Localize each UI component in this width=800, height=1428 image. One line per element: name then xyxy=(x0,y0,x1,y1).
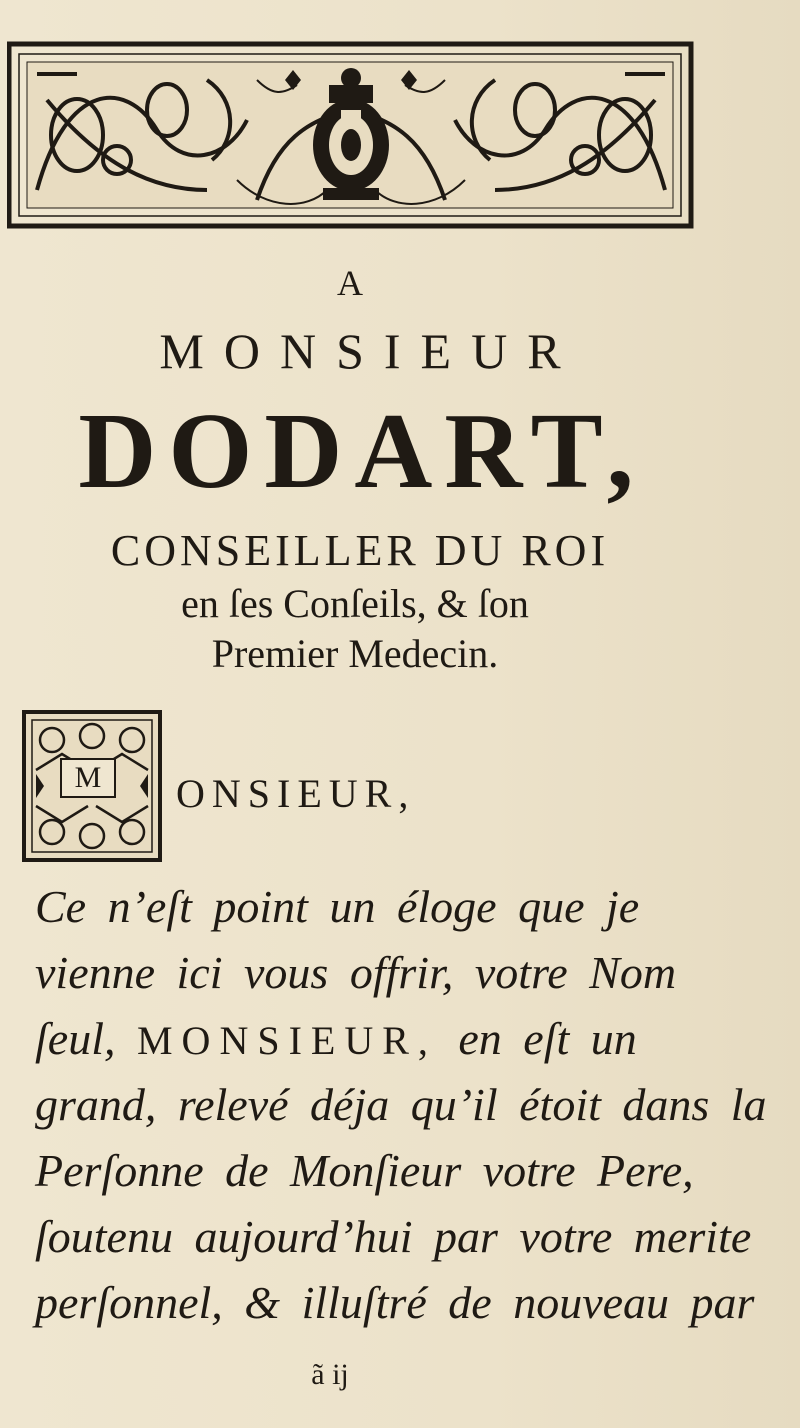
dedication-preposition: A xyxy=(337,263,363,303)
salutation: ONSIEUR, xyxy=(176,771,416,816)
text-fragment: en eſt un xyxy=(436,1013,637,1064)
text-line: Ce n’eſt point un éloge que je xyxy=(35,881,640,932)
initial-letter: M xyxy=(60,758,116,798)
text-line xyxy=(35,1012,637,1065)
dedication-name: DODART, xyxy=(78,392,646,511)
smallcaps-address: MONSIEUR, xyxy=(136,1018,437,1063)
dedication-physician: Premier Medecin. xyxy=(211,631,499,676)
dedication-office: CONSEILLER DU ROI xyxy=(110,526,610,575)
dedication-councils: en ſes Conſeils, & ſon xyxy=(181,581,529,626)
text-line: ſoutenu aujourd’hui par votre merite xyxy=(35,1211,752,1262)
text-line: vienne ici vous offrir, votre Nom xyxy=(35,947,677,998)
dedication-title-monsieur: MONSIEUR xyxy=(159,323,581,379)
signature-mark: ã ij xyxy=(311,1358,349,1391)
text-line: grand, relevé déja qu’il étoit dans la xyxy=(35,1079,767,1130)
text-line: perſonnel, & illuſtré de nouveau par xyxy=(35,1277,755,1328)
text-fragment: ſeul, xyxy=(35,1013,137,1064)
text-line: Perſonne de Monſieur votre Pere, xyxy=(35,1145,694,1196)
ornamental-headpiece xyxy=(7,40,695,230)
